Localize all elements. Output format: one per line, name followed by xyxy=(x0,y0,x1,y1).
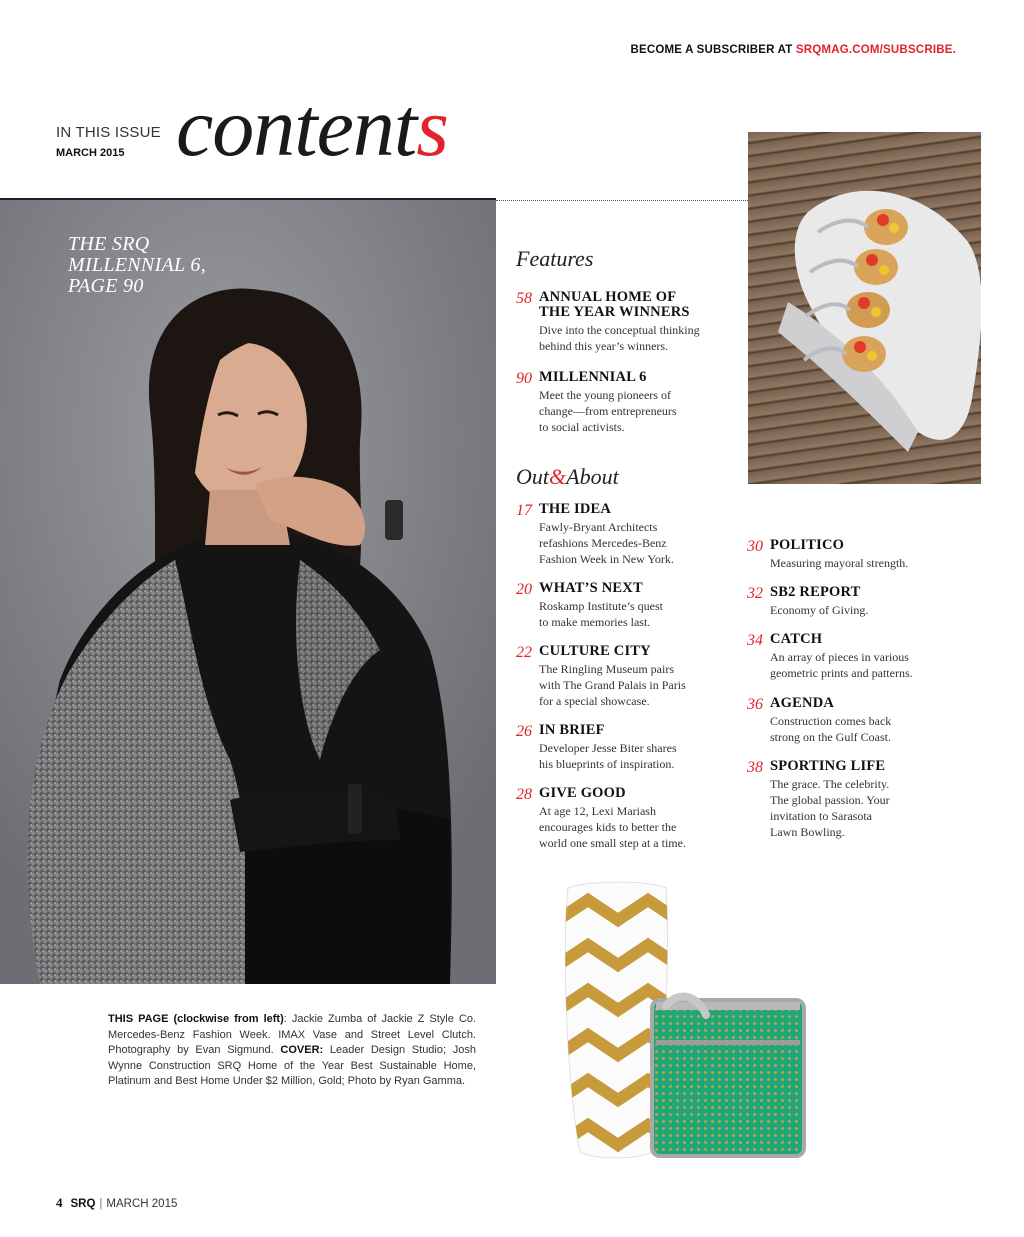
toc-entry-description: The Ringling Museum pairs with The Grand Palais in Paris for a special showcase. xyxy=(539,662,686,708)
portrait-photo xyxy=(0,200,496,984)
in-this-issue-label: IN THIS ISSUE xyxy=(56,124,161,141)
toc-entry-description: The grace. The celebrity. The global passion. Your invitation to Sarasota Lawn Bowling. xyxy=(770,777,890,839)
toc-entry-title: THE IDEA xyxy=(539,501,612,517)
toc-entry[interactable] xyxy=(516,581,716,630)
toc-entry[interactable] xyxy=(516,723,716,772)
toc-entry-description: Economy of Giving. xyxy=(770,603,869,617)
subscribe-link[interactable]: SRQMAG.COM/SUBSCRIBE. xyxy=(795,44,956,56)
toc-page-number: 30 xyxy=(747,538,763,555)
toc-page-number: 22 xyxy=(516,644,532,661)
toc-page-number: 34 xyxy=(747,632,763,649)
toc-entry-description: Roskamp Institute’s quest to make memories last. xyxy=(539,599,663,629)
photo-caption-line: PAGE 90 xyxy=(68,275,144,297)
toc-page-number: 58 xyxy=(516,290,532,307)
photo-caption-line: THE SRQ xyxy=(68,233,150,255)
toc-entry[interactable] xyxy=(747,585,987,618)
toc-entry-title: SPORTING LIFE xyxy=(770,758,886,774)
out-about-heading: Out&About xyxy=(516,464,619,489)
credits-this-page-label: THIS PAGE (clockwise from left) xyxy=(108,1013,284,1025)
toc-page-number: 20 xyxy=(516,581,532,598)
toc-entry-description: Fawly-Bryant Architects refashions Mercedes-Benz Fashion Week in New York. xyxy=(539,520,674,566)
folio-date: MARCH 2015 xyxy=(106,1198,178,1210)
toc-entry-description: An array of pieces in various geometric prints and patterns. xyxy=(770,650,913,680)
issue-date: MARCH 2015 xyxy=(56,147,125,159)
toc-page-number: 90 xyxy=(516,370,532,387)
toc-entry-description: Construction comes back strong on the Gulf Coast. xyxy=(770,714,892,744)
toc-entry[interactable] xyxy=(747,759,987,840)
page-folio xyxy=(56,1195,177,1211)
credits-cover-text: Leader Design Studio; Josh Wynne Construction SRQ Home of the Year Best Sustainable Home, Platinum and Best Home Under $2 Million, Gold; Photo by Ryan Gamma. xyxy=(108,1044,476,1087)
page-title xyxy=(176,81,448,174)
folio-magazine-name: SRQ xyxy=(70,1198,96,1210)
toc-entry-description: Measuring mayoral strength. xyxy=(770,556,909,570)
toc-entry-title: AGENDA xyxy=(770,695,835,711)
toc-page-number: 38 xyxy=(747,759,763,776)
toc-page-number: 28 xyxy=(516,786,532,803)
toc-entry-title: WHAT’S NEXT xyxy=(539,580,643,596)
toc-entry-description: Meet the young pioneers of change—from entrepreneurs to social activists. xyxy=(539,388,677,434)
features-heading: Features xyxy=(516,246,594,271)
toc-entry-description: Dive into the conceptual thinking behind this year’s winners. xyxy=(539,323,700,353)
toc-entry-title: POLITICO xyxy=(770,537,845,553)
toc-entry[interactable] xyxy=(516,290,756,354)
toc-entry-title: MILLENNIAL 6 xyxy=(539,369,647,385)
toc-page-number: 36 xyxy=(747,696,763,713)
toc-entry[interactable] xyxy=(747,632,987,681)
page-title-accent: s xyxy=(416,81,448,174)
toc-entry-title: CATCH xyxy=(770,631,823,647)
toc-entry[interactable] xyxy=(516,786,756,851)
toc-entry[interactable] xyxy=(516,644,756,709)
toc-page-number: 32 xyxy=(747,585,763,602)
folio-page-number: 4 xyxy=(56,1195,63,1210)
subscribe-banner xyxy=(630,44,956,56)
subscribe-prefix: BECOME A SUBSCRIBER AT xyxy=(630,44,796,56)
page-title-main: content xyxy=(176,81,417,174)
toc-entry-title: IN BRIEF xyxy=(539,722,605,738)
toc-page-number: 26 xyxy=(516,723,532,740)
toc-entry[interactable] xyxy=(747,538,987,571)
food-photo xyxy=(748,132,981,484)
photo-caption-line: MILLENNIAL 6, xyxy=(68,254,207,276)
toc-entry-title: SB2 REPORT xyxy=(770,584,861,600)
toc-entry-title: CULTURE CITY xyxy=(539,643,651,659)
header-dotted-rule xyxy=(496,200,748,201)
toc-entry-description: At age 12, Lexi Mariash encourages kids to better the world one small step at a time. xyxy=(539,804,686,850)
toc-entry[interactable] xyxy=(516,502,716,567)
photo-caption xyxy=(68,234,206,297)
products-photo xyxy=(548,880,808,1162)
toc-entry[interactable] xyxy=(747,696,987,745)
toc-entry-description: Developer Jesse Biter shares his blueprints of inspiration. xyxy=(539,741,677,771)
photo-credits xyxy=(108,1012,476,1090)
toc-entry-title: ANNUAL HOME OF THE YEAR WINNERS xyxy=(539,289,690,320)
credits-this-page-text: : Jackie Zumba of Jackie Z Style Co. Mercedes-Benz Fashion Week. IMAX Vase and Street Level Clutch. Photography by Evan Sigmund. xyxy=(108,1013,476,1056)
folio-separator: | xyxy=(99,1198,103,1210)
toc-page-number: 17 xyxy=(516,502,532,519)
toc-entry-title: GIVE GOOD xyxy=(539,785,626,801)
toc-entry[interactable] xyxy=(516,370,756,435)
credits-cover-label: COVER: xyxy=(280,1044,324,1056)
